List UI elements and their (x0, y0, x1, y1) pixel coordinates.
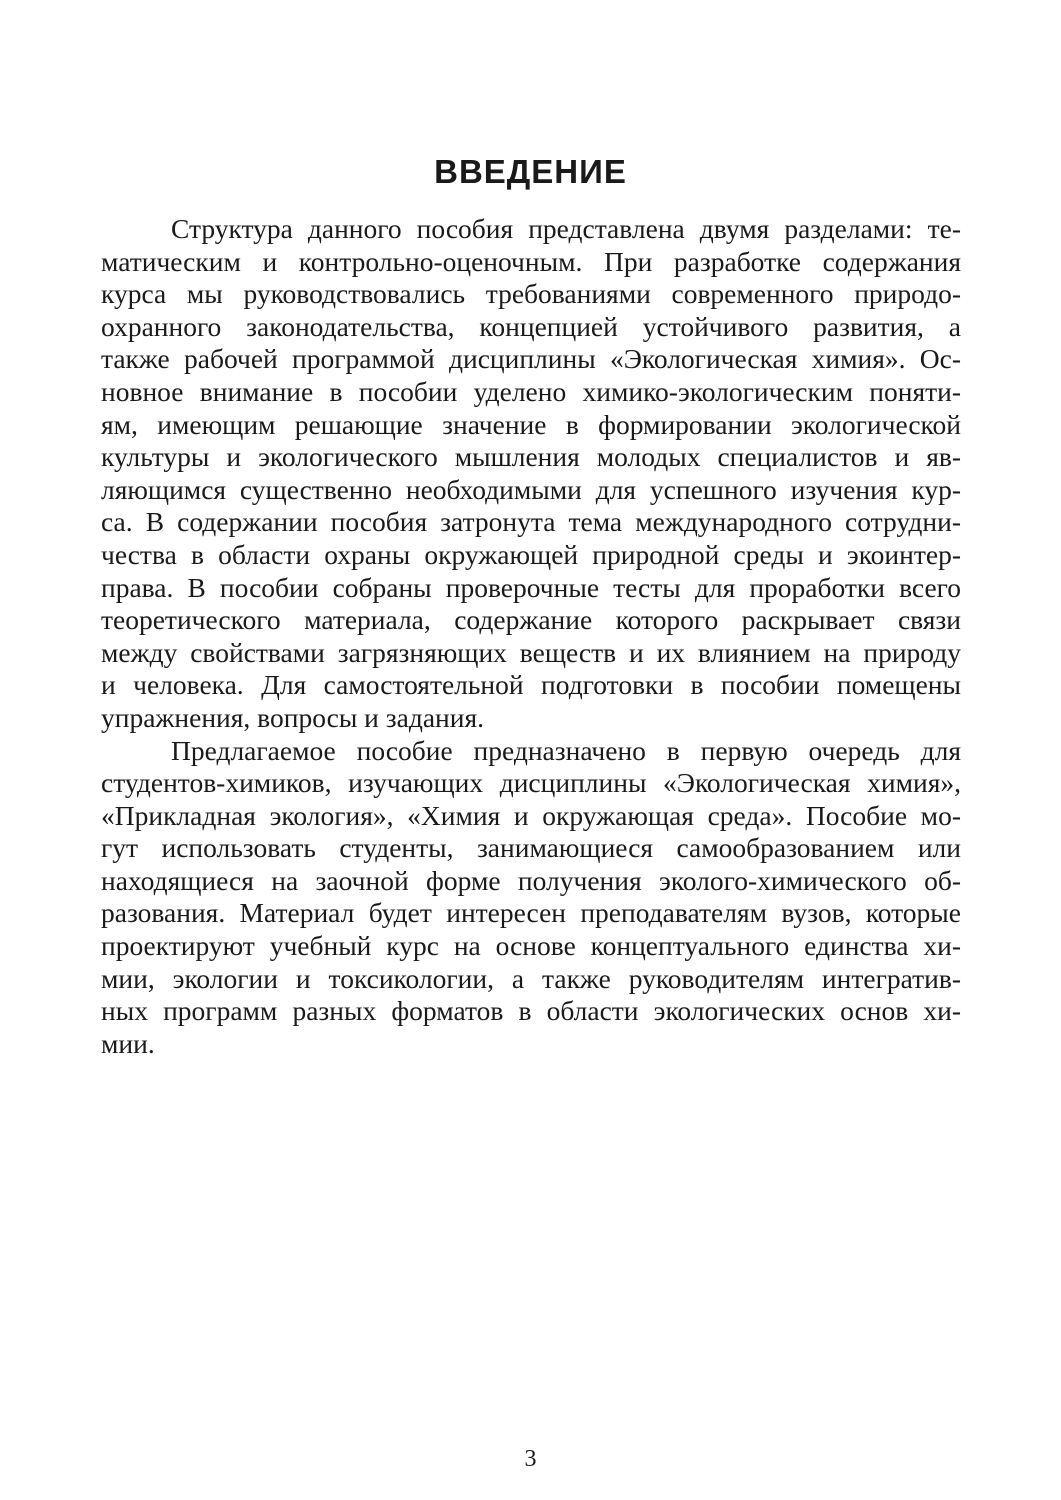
text-line: теоретического материала, содержание которого раскрывает связи (101, 604, 961, 636)
text-line: ляющимся существенно необходимыми для успешного изучения кур- (101, 473, 961, 505)
text-line: «Прикладная экология», «Химия и окружающая среда». Пособие мо- (101, 799, 961, 831)
text-line: и человека. Для самостоятельной подготовки в пособии помещены (101, 669, 961, 701)
text-line: матическим и контрольно-оценочным. При разработке содержания (101, 245, 961, 277)
paragraph-1 (101, 213, 961, 735)
text-line: чества в области охраны окружающей природной среды и экоинтер- (101, 538, 961, 570)
body-text (101, 213, 961, 1060)
text-line: также рабочей программой дисциплины «Экологическая химия». Ос- (101, 343, 961, 375)
text-line: ям, имеющим решающие значение в формировании экологической (101, 408, 961, 440)
text-line: Структура данного пособия представлена двумя разделами: те- (171, 213, 961, 244)
text-line: студентов-химиков, изучающих дисциплины «Экологическая химия», (101, 767, 961, 799)
text-line: мии, экологии и токсикологии, а также руководителям интегратив- (101, 962, 961, 994)
text-line: разования. Материал будет интересен преподавателям вузов, которые (101, 897, 961, 929)
page-number: 3 (524, 1446, 537, 1472)
text-line: проектируют учебный курс на основе концептуального единства хи- (101, 930, 961, 962)
text-line: права. В пособии собраны проверочные тесты для проработки всего (101, 571, 961, 603)
text-line: са. В содержании пособия затронута тема международного сотрудни- (101, 506, 961, 538)
text-line: курса мы руководствовались требованиями современного природо- (101, 278, 961, 310)
text-line: упражнения, вопросы и задания. (101, 701, 484, 733)
text-line: Предлагаемое пособие предназначено в первую очередь для (171, 734, 961, 766)
paragraph-2 (101, 735, 961, 1061)
page-title: ВВЕДЕНИЕ (434, 153, 627, 190)
text-line: гут использовать студенты, занимающиеся самообразованием или (101, 832, 961, 864)
text-line: мии. (101, 1027, 155, 1059)
text-line: охранного законодательства, концепцией устойчивого развития, а (101, 310, 961, 342)
text-line: новное внимание в пособии уделено химико-экологическим поняти- (101, 375, 961, 407)
text-line: между свойствами загрязняющих веществ и их влиянием на природу (101, 636, 961, 668)
text-line: находящиеся на заочной форме получения эколого-химического об- (101, 864, 961, 896)
text-line: культуры и экологического мышления молодых специалистов и яв- (101, 441, 961, 473)
text-line: ных программ разных форматов в области экологических основ хи- (101, 995, 961, 1027)
